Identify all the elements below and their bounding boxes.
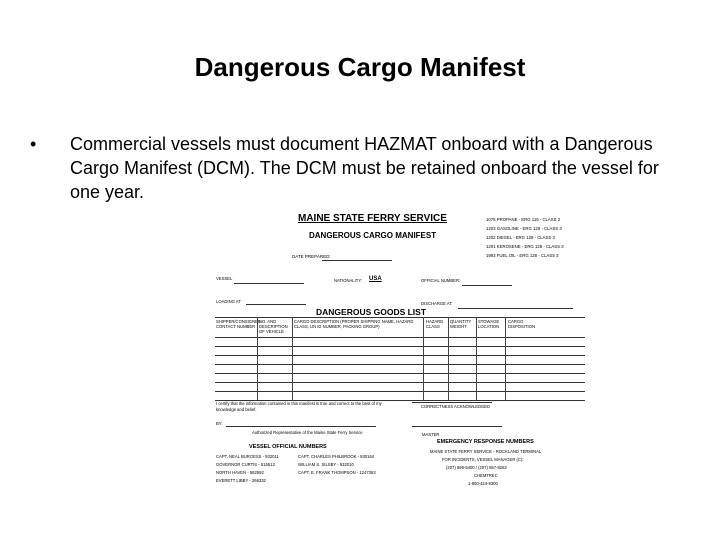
loading-at-line (246, 304, 306, 305)
table-row-rule (215, 364, 585, 365)
table-row-rule (215, 346, 585, 347)
vessel-number: CAPT. CHARLES PHILBROOK - 930164 (298, 454, 375, 459)
vessel-number: CAPT. NEAL BURGESS - 932011 (216, 454, 279, 459)
loading-at-label: LOADING AT (216, 299, 241, 304)
vessel-label: VESSEL (216, 276, 233, 281)
vessel-number: EVERETT LIBBY - 266332 (216, 478, 266, 483)
column-header: QUANTITY WEIGHT (450, 319, 472, 329)
table-column-rule (257, 317, 258, 400)
signature-line (226, 426, 376, 427)
table-top-rule (215, 317, 585, 318)
emergency-response-title: EMERGENCY RESPONSE NUMBERS (437, 439, 534, 445)
vessel-number: CAPT. E. FRANK THOMPSON - 1247363 (298, 470, 376, 475)
table-column-rule (505, 317, 506, 400)
form-header-title: DANGEROUS CARGO MANIFEST (309, 231, 437, 240)
discharge-at-label: DISCHARGE AT: (421, 301, 453, 306)
column-header: NO. AND DESCRIPTION OF VEHICLE (259, 319, 288, 334)
table-row-rule (215, 337, 585, 338)
table-column-rule (292, 317, 293, 400)
authorized-rep-label: Authorized Representative of the Maine State Ferry Service (252, 430, 363, 435)
table-column-rule (448, 317, 449, 400)
column-header: CARGO DESCRIPTION (PROPER SHIPPING NAME, HAZARD CLASS, UN ID NUMBER, PACKING GROUP) (294, 319, 414, 329)
form-header-agency: MAINE STATE FERRY SERVICE (298, 213, 447, 224)
scanned-manifest-form (212, 207, 592, 537)
emergency-line: MAINE STATE FERRY SERVICE - ROCKLAND TERMINAL (430, 449, 542, 454)
hazmat-line: 1993 FUEL OIL - ERG 128 - CLASS 3 (486, 253, 559, 258)
nationality-value: USA (369, 276, 382, 282)
bullet-marker: • (30, 134, 37, 154)
bullet-text: Commercial vessels must document HAZMAT onboard with a Dangerous Cargo Manifest (DCM). The DCM must be retained onboard the vessel for one year. (70, 134, 659, 202)
table-column-rule (423, 317, 424, 400)
nationality-label: NATIONALITY: (334, 278, 363, 283)
table-column-rule (476, 317, 477, 400)
correctness-line (412, 402, 492, 403)
vessel-line (234, 283, 304, 284)
slide-title: Dangerous Cargo Manifest (194, 52, 526, 82)
table-row-rule (215, 382, 585, 383)
table-row-rule (215, 373, 585, 374)
bullet-item (30, 132, 690, 204)
emergency-line: FOR INCIDENTS, VESSEL MANAGER (C): (442, 457, 524, 462)
vessel-number: WILLIAM S. SILSBY - 932010 (298, 462, 354, 467)
vessel-number: NORTH HAVEN - 562592 (216, 470, 264, 475)
by-label: BY: (216, 421, 223, 426)
emergency-line: (207) 596-5400 / (207) 557-8283 (446, 465, 507, 470)
master-signature-line (412, 426, 502, 427)
table-row-rule (215, 391, 585, 392)
date-prepared-label: DATE PREPARED: (292, 254, 331, 259)
column-header: CARGO DISPOSITION (508, 319, 535, 329)
hazmat-line: 1202 DIESEL - ERG 128 - CLASS 3 (486, 235, 555, 240)
emergency-line: 1-800-424-9300 (468, 481, 498, 486)
dangerous-goods-list-title: DANGEROUS GOODS LIST (316, 307, 427, 317)
certification-statement: I certify that the information contained in this manifest is true and correct to the best of my knowledge and belief. (216, 401, 382, 412)
table-row-rule (215, 355, 585, 356)
date-line (322, 260, 392, 261)
vessel-number: GOVERNOR CURTIS - 515513 (216, 462, 275, 467)
hazmat-line: 1075 PROPANE - ERG 115 - CLASS 2 (486, 217, 561, 222)
hazmat-line: 1203 GASOLINE - ERG 128 - CLASS 3 (486, 226, 562, 231)
hazmat-line: 1201 KEROSENE - ERG 128 - CLASS 3 (486, 244, 564, 249)
column-header: STOWAGE LOCATION (478, 319, 500, 329)
discharge-at-line (458, 308, 573, 309)
official-number-line (462, 285, 512, 286)
correctness-label: CORRECTNESS ACKNOWLEDGED (421, 404, 491, 409)
column-header: SHIPPER/CONSIGNEE CONTACT NUMBER (216, 319, 261, 329)
emergency-line: CHEMTREC (474, 473, 498, 478)
master-label: MASTER (422, 432, 440, 437)
vessel-official-numbers-title: VESSEL OFFICIAL NUMBERS (249, 444, 327, 450)
official-number-label: OFFICIAL NUMBER: (421, 278, 461, 283)
column-header: HAZARD CLASS (426, 319, 444, 329)
